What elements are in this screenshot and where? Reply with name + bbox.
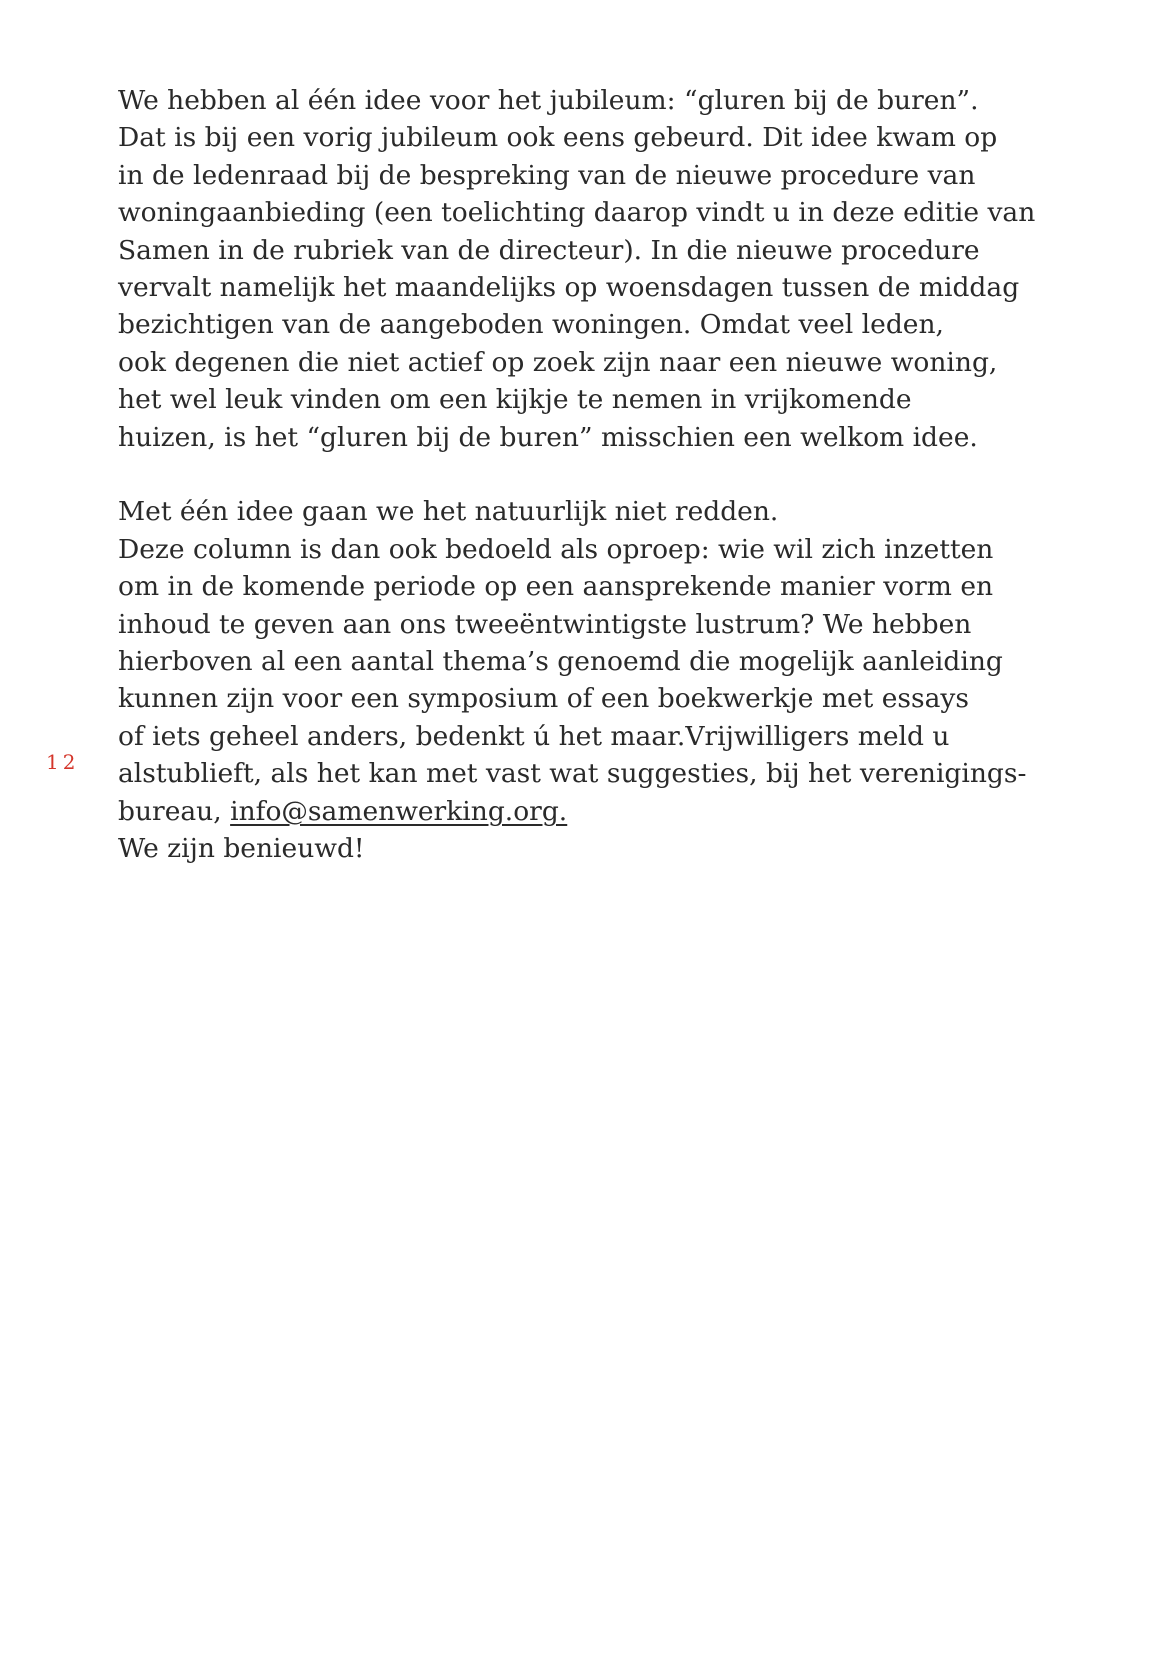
text-line: ook degenen die niet actief op zoek zijn naar een nieuwe woning, (118, 346, 998, 378)
text-line: Dat is bij een vorig jubileum ook eens gebeurd. Dit idee kwam op (118, 122, 998, 154)
text-line: kunnen zijn voor een symposium of een boekwerkje met essays (118, 683, 969, 715)
text-line: Met één idee gaan we het natuurlijk niet redden. (118, 496, 779, 528)
text-line: bezichtigen van de aangeboden woningen. Omdat veel leden, (118, 309, 944, 341)
text-line: vervalt namelijk het maandelijks op woensdagen tussen de middag (118, 272, 1020, 304)
email-line (118, 793, 1018, 830)
text-line: of iets geheel anders, bedenkt ú het maar.Vrijwilligers meld u (118, 720, 950, 752)
text-line: om in de komende periode op een aansprekende manier vorm en (118, 571, 994, 603)
text-line: We hebben al één idee voor het jubileum: “gluren bij de buren”. (118, 85, 979, 116)
article-body (118, 82, 1036, 905)
paragraph-jubilee-idea (118, 82, 1036, 456)
text-line: inhoud te geven aan ons tweeëntwintigste lustrum? We hebben (118, 608, 972, 640)
text-line: woningaanbieding (een toelichting daarop vindt u in deze editie van (118, 197, 1036, 229)
text-line: Samen in de rubriek van de directeur). In die nieuwe procedure (118, 234, 980, 266)
email-prefix: bureau, (118, 795, 231, 827)
page-number: 12 (46, 750, 80, 774)
text-line: alstublieft, als het kan met vast wat suggesties, bij het verenigings- (118, 758, 1027, 790)
text-line: huizen, is het “gluren bij de buren” misschien een welkom idee. (118, 421, 978, 453)
text-line: het wel leuk vinden om een kijkje te nemen in vrijkomende (118, 384, 912, 416)
text-line: Deze column is dan ook bedoeld als oproep: wie wil zich inzetten (118, 533, 994, 565)
paragraph-call-for-volunteers (118, 493, 1027, 867)
closing-line: We zijn benieuwd! (118, 833, 365, 865)
text-line: in de ledenraad bij de bespreking van de nieuwe procedure van (118, 159, 976, 191)
email-link[interactable]: info@samenwerking.org. (230, 795, 568, 827)
text-line: hierboven al een aantal thema’s genoemd die mogelijk aanleiding (118, 646, 1003, 678)
